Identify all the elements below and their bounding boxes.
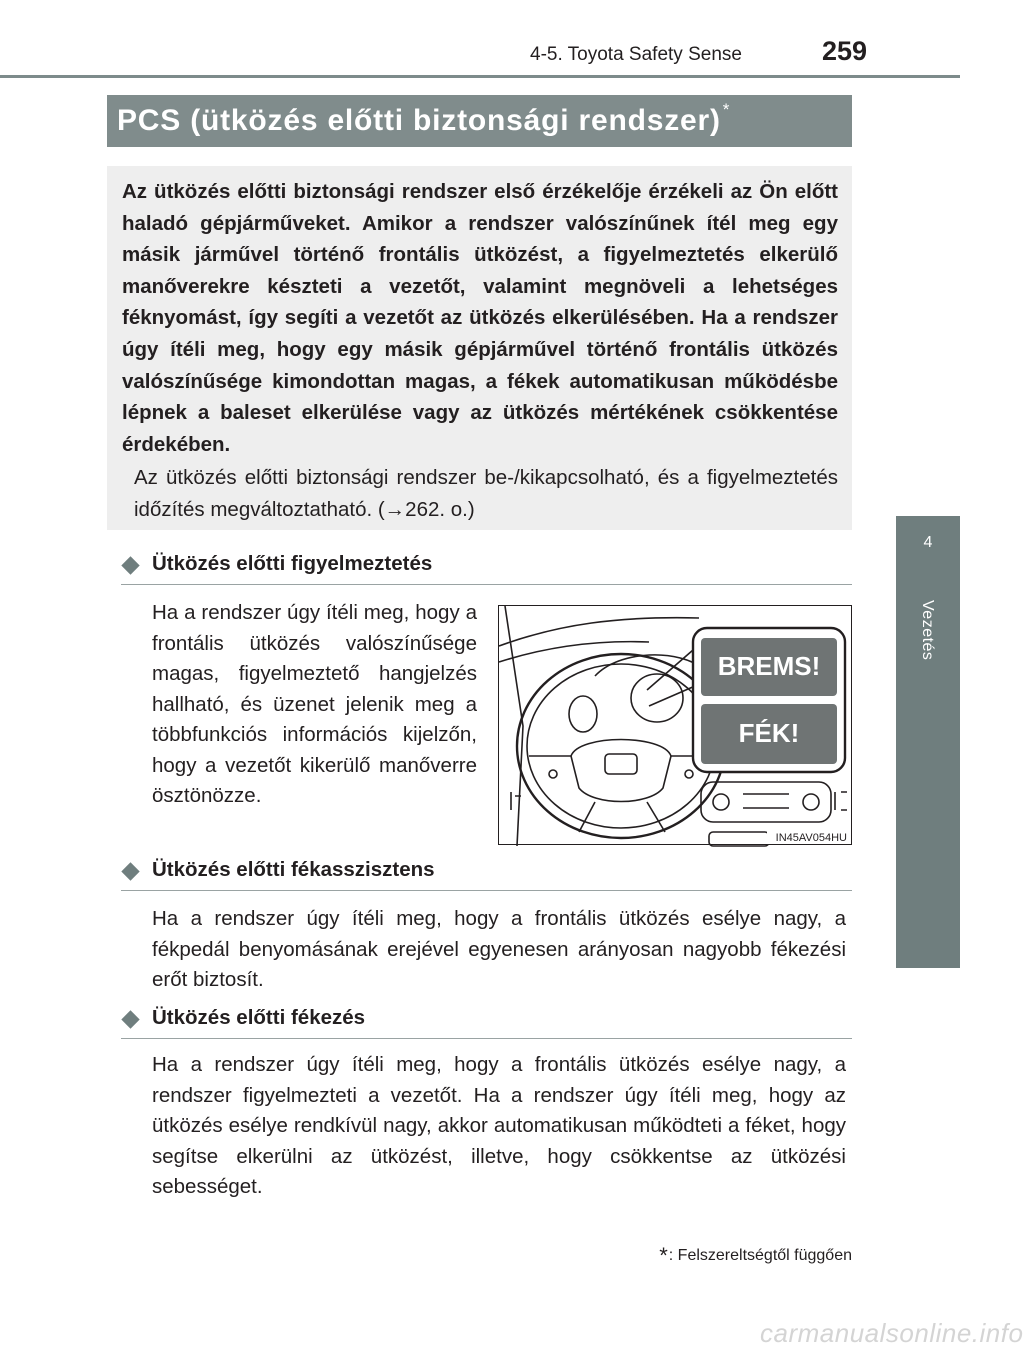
section-heading-warning (121, 550, 852, 585)
chapter-tab-label: Vezetés (919, 600, 936, 661)
dashboard-illustration (498, 605, 852, 845)
section-text-brake-assist: Ha a rendszer úgy ítéli meg, hogy a frontális ütközés esélye nagy, a fékpedál benyomásának erejével egyenesen arányosan nagyobb fékezési erőt biztosít. (152, 907, 846, 991)
header-divider (0, 75, 960, 78)
header-section-title: 4-5. Toyota Safety Sense (530, 44, 742, 65)
diamond-bullet-icon (121, 862, 139, 880)
section-heading-brake-assist (121, 856, 852, 891)
display-text-fek: FÉK! (738, 718, 800, 748)
section-title: Ütközés előtti fékasszisztens (152, 858, 435, 881)
figure-code: IN45AV054HU (775, 832, 847, 844)
display-text-brems: BREMS! (717, 651, 821, 681)
page-number: 259 (822, 36, 868, 66)
diamond-bullet-icon (121, 556, 139, 574)
chapter-tab (896, 516, 960, 968)
footnote (620, 1240, 852, 1266)
page-title-text: PCS (ütközés előtti biztonsági rendszer) (117, 104, 721, 137)
chapter-tab-number: 4 (923, 534, 933, 551)
chapter-tab-label-wrap (896, 600, 960, 700)
section-text-warning: Ha a rendszer úgy ítéli meg, hogy a frontális ütközés valószínűsége magas, figyelmeztető hangjelzés hallható, és üzenet jelenik meg a többfunkciós információs kijelzőn, hogy a vezetőt kikerülő manőverre ösztönözze. (152, 601, 477, 807)
section-title: Ütközés előtti figyelmeztetés (152, 552, 433, 575)
section-heading-braking (121, 1004, 852, 1039)
dashboard-drawing (499, 606, 853, 846)
diamond-bullet-icon (121, 1010, 139, 1028)
watermark: carmanualsonline.info (760, 1318, 1023, 1348)
footnote-text: : Felszereltségtől függően (668, 1247, 852, 1264)
footnote-marker: * (659, 1243, 668, 1268)
section-text-braking: Ha a rendszer úgy ítéli meg, hogy a frontális ütközés esélye nagy, a rendszer figyelmezteti a vezetőt. Ha a rendszer úgy ítéli meg, hogy az ütközés esélye rendkívül nagy, akkor automatikusan működteti a féket, hogy segítse elkerülni az ütközést, illetve, hogy csökkentse az ütközési sebességet. (152, 1053, 846, 1198)
title-footnote-marker: * (722, 100, 731, 119)
page-title (117, 100, 731, 138)
intro-note: Az ütközés előtti biztonsági rendszer be-/kikapcsolható, és a figyelmeztetés időzítés megváltoztatható. (→262. o.) (134, 466, 838, 521)
section-title: Ütközés előtti fékezés (152, 1006, 366, 1029)
intro-summary: Az ütközés előtti biztonsági rendszer első érzékelője érzékeli az Ön előtt haladó gépjárműveket. Amikor a rendszer valószínűnek ítél meg egy másik járművel történő frontális ütközést, a figyelmeztetés elkerülő manőverekre készteti a vezetőt, valamint megnöveli a lehetséges féknyomást, így segíti a vezetőt az ütközés elkerülésében. Ha a rendszer úgy ítéli meg, hogy egy másik gépjárművel történő frontális ütközés valószínűsége kimondottan magas, a fékek automatikusan működésbe lépnek a baleset elkerülése vagy az ütközés mértékének csökkentése érdekében. (122, 180, 838, 456)
